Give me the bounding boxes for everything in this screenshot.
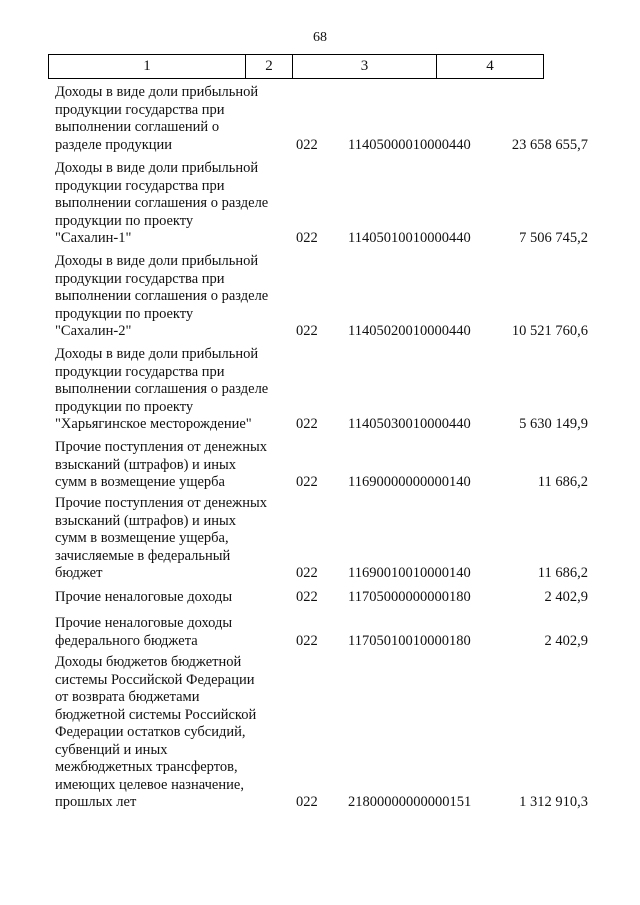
row-name xyxy=(55,495,278,583)
row-name xyxy=(55,654,278,812)
row-name-line: выполнении соглашений о xyxy=(55,119,220,135)
row-name-line: Доходы бюджетов бюджетной xyxy=(55,654,242,670)
header-col-4: 4 xyxy=(437,55,544,79)
table-header xyxy=(48,54,544,79)
row-name-line: продукции государства при xyxy=(55,270,225,287)
row-code: 022 xyxy=(296,589,318,605)
row-code: 022 xyxy=(296,416,318,432)
row-name-line: зачисляемые в федеральный xyxy=(55,547,231,564)
row-name-line: федерального бюджета xyxy=(55,632,198,649)
row-name-line: выполнении соглашения о разделе xyxy=(55,381,269,397)
row-kbk: 11690000000000140 xyxy=(348,474,471,490)
row-kbk: 11405000010000440 xyxy=(348,136,471,153)
row-amount: 2 402,9 xyxy=(544,589,588,605)
row-name-line: продукции по проекту xyxy=(55,305,194,322)
row-name-line: бюджет xyxy=(55,565,103,581)
row-name-line: выполнении соглашения о разделе xyxy=(55,195,269,211)
table-row xyxy=(0,253,640,341)
row-name-line: Прочие неналоговые доходы xyxy=(55,589,233,605)
row-name-line: "Сахалин-2" xyxy=(55,323,132,339)
table-row xyxy=(0,84,640,154)
row-name-line: имеющих целевое назначение, xyxy=(55,776,244,793)
row-name-line: продукции по проекту xyxy=(55,212,194,229)
row-name-line: продукции государства при xyxy=(55,363,225,380)
row-code: 022 xyxy=(296,136,318,153)
row-amount: 2 402,9 xyxy=(544,632,588,649)
row-code: 022 xyxy=(296,323,318,339)
row-kbk: 21800000000000151 xyxy=(348,794,472,810)
row-name-line: "Харьягинское месторождение" xyxy=(55,416,252,432)
row-name-line: прошлых лет xyxy=(55,794,137,810)
row-name-line: от возврата бюджетами xyxy=(55,689,200,705)
row-amount: 7 506 745,2 xyxy=(519,230,588,246)
row-name xyxy=(55,346,278,434)
table-row xyxy=(0,495,640,583)
header-col-2: 2 xyxy=(246,55,293,79)
row-name-line: Доходы в виде доли прибыльной xyxy=(55,346,259,362)
row-amount: 1 312 910,3 xyxy=(519,794,588,810)
table-row xyxy=(0,160,640,248)
row-name xyxy=(55,439,278,492)
row-name-line: межбюджетных трансфертов, xyxy=(55,759,238,775)
row-name-line: Доходы в виде доли прибыльной xyxy=(55,253,259,269)
row-kbk: 11705000000000180 xyxy=(348,589,471,605)
row-name-line: сумм в возмещение ущерба, xyxy=(55,530,229,546)
row-name-line: системы Российской Федерации xyxy=(55,671,255,688)
table-row xyxy=(0,654,640,812)
row-name-line: взысканий (штрафов) и иных xyxy=(55,456,236,473)
row-code: 022 xyxy=(296,230,318,246)
row-amount: 23 658 655,7 xyxy=(511,136,588,153)
row-amount: 11 686,2 xyxy=(537,474,588,490)
row-kbk: 11705010010000180 xyxy=(348,632,471,649)
row-name-line: Федерации остатков субсидий, xyxy=(55,724,246,740)
row-name-line: Прочие поступления от денежных xyxy=(55,439,267,455)
header-col-3: 3 xyxy=(293,55,437,79)
row-name-line: взысканий (штрафов) и иных xyxy=(55,512,236,529)
row-code: 022 xyxy=(296,474,318,490)
row-name xyxy=(55,615,278,650)
page-number: 68 xyxy=(313,30,327,45)
table-row xyxy=(0,589,640,607)
row-code: 022 xyxy=(296,794,318,810)
row-name-line: разделе продукции xyxy=(55,136,173,153)
table-row xyxy=(0,346,640,434)
row-name-line: продукции государства при xyxy=(55,177,225,194)
row-amount: 11 686,2 xyxy=(537,565,588,581)
row-name-line: Доходы в виде доли прибыльной xyxy=(55,160,259,176)
row-name-line: продукции государства при xyxy=(55,101,225,118)
row-name-line: Прочие поступления от денежных xyxy=(55,495,267,511)
row-kbk: 11405020010000440 xyxy=(348,323,471,339)
row-name-line: "Сахалин-1" xyxy=(55,230,132,246)
row-name xyxy=(55,84,278,154)
row-name-line: продукции по проекту xyxy=(55,398,194,415)
row-name-line: субвенций и иных xyxy=(55,741,168,758)
row-name-line: выполнении соглашения о разделе xyxy=(55,288,269,304)
row-amount: 5 630 149,9 xyxy=(519,416,588,432)
row-kbk: 11405010010000440 xyxy=(348,230,471,246)
row-name-line: бюджетной системы Российской xyxy=(55,706,257,723)
row-amount: 10 521 760,6 xyxy=(511,323,588,339)
row-name-line: Прочие неналоговые доходы xyxy=(55,615,233,631)
row-code: 022 xyxy=(296,565,318,581)
row-name xyxy=(55,160,278,248)
row-code: 022 xyxy=(296,632,318,649)
row-name xyxy=(55,589,278,607)
row-kbk: 11405030010000440 xyxy=(348,416,471,432)
row-name-line: Доходы в виде доли прибыльной xyxy=(55,84,259,100)
table-row xyxy=(0,615,640,650)
table-row xyxy=(0,439,640,492)
row-kbk: 11690010010000140 xyxy=(348,565,471,581)
row-name-line: сумм в возмещение ущерба xyxy=(55,474,225,490)
header-col-1: 1 xyxy=(49,55,246,79)
row-name xyxy=(55,253,278,341)
